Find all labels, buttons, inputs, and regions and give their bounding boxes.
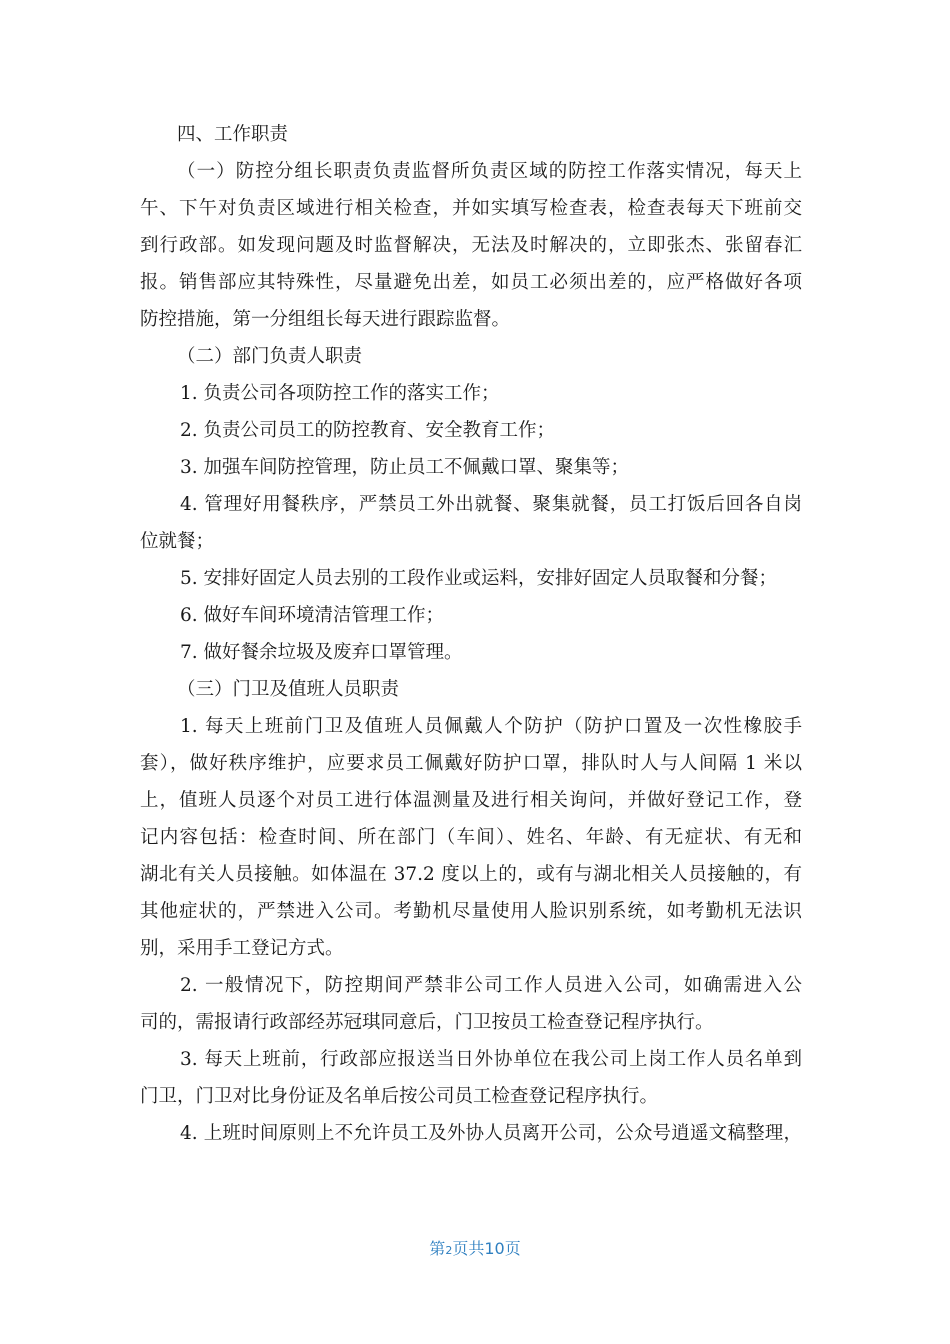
text-line: 报。销售部应其特殊性，尽量避免出差，如员工必须出差的，应严格做好各项 xyxy=(140,272,802,293)
text-line: 1. 负责公司各项防控工作的落实工作； xyxy=(180,383,500,404)
text-line: 2. 负责公司员工的防控教育、安全教育工作； xyxy=(180,420,556,441)
page-footer xyxy=(0,1236,950,1259)
text-line: 防控措施，第一分组组长每天进行跟踪监督。 xyxy=(140,309,511,330)
text-line: （二）部门负责人职责 xyxy=(177,346,363,367)
text-line: 5. 安排好固定人员去别的工段作业或运料，安排好固定人员取餐和分餐； xyxy=(180,568,778,589)
text-line: 四、工作职责 xyxy=(177,124,289,145)
text-line: 4. 上班时间原则上不允许员工及外协人员离开公司，公众号逍遥文稿整理， xyxy=(180,1123,802,1144)
text-line: 门卫，门卫对比身份证及名单后按公司员工检查登记程序执行。 xyxy=(140,1086,659,1107)
text-line: 7. 做好餐余垃圾及废弃口罩管理。 xyxy=(180,642,463,663)
footer-middle: 页共 xyxy=(452,1239,485,1258)
text-line: 午、下午对负责区域进行相关检查，并如实填写检查表，检查表每天下班前交 xyxy=(140,198,802,219)
text-line: 上，值班人员逐个对员工进行体温测量及进行相关询问，并做好登记工作，登 xyxy=(140,790,802,811)
text-line: 记内容包括：检查时间、所在部门（车间）、姓名、年龄、有无症状、有无和 xyxy=(140,827,802,848)
footer-prefix: 第 xyxy=(429,1239,446,1258)
text-line: 别，采用手工登记方式。 xyxy=(140,938,344,959)
text-line: （一）防控分组长职责负责监督所负责区域的防控工作落实情况，每天上 xyxy=(177,161,802,182)
text-line: 其他症状的，严禁进入公司。考勤机尽量使用人脸识别系统，如考勤机无法识 xyxy=(140,901,802,922)
document-body xyxy=(140,116,802,1152)
footer-suffix: 页 xyxy=(504,1239,521,1258)
text-line: 4. 管理好用餐秩序，严禁员工外出就餐、聚集就餐，员工打饭后回各自岗 xyxy=(180,494,802,515)
text-line: 3. 每天上班前，行政部应报送当日外协单位在我公司上岗工作人员名单到 xyxy=(180,1049,802,1070)
text-line: 6. 做好车间环境清洁管理工作； xyxy=(180,605,445,626)
text-line: （三）门卫及值班人员职责 xyxy=(177,679,400,700)
footer-page-number: 2 xyxy=(445,1244,453,1257)
footer-total-pages: 10 xyxy=(484,1239,505,1258)
text-line: 位就餐； xyxy=(140,531,215,552)
text-line: 3. 加强车间防控管理，防止员工不佩戴口罩、聚集等； xyxy=(180,457,630,478)
text-line: 到行政部。如发现问题及时监督解决，无法及时解决的，立即张杰、张留春汇 xyxy=(140,235,802,256)
text-line: 司的，需报请行政部经苏冠琪同意后，门卫按员工检查登记程序执行。 xyxy=(140,1012,714,1033)
text-line: 套），做好秩序维护，应要求员工佩戴好防护口罩，排队时人与人间隔 1 米以 xyxy=(140,753,802,774)
text-line: 1. 每天上班前门卫及值班人员佩戴人个防护（防护口置及一次性橡胶手 xyxy=(180,716,802,737)
text-line: 湖北有关人员接触。如体温在 37.2 度以上的，或有与湖北相关人员接触的，有 xyxy=(140,864,802,885)
text-line: 2. 一般情况下，防控期间严禁非公司工作人员进入公司，如确需进入公 xyxy=(180,975,802,996)
